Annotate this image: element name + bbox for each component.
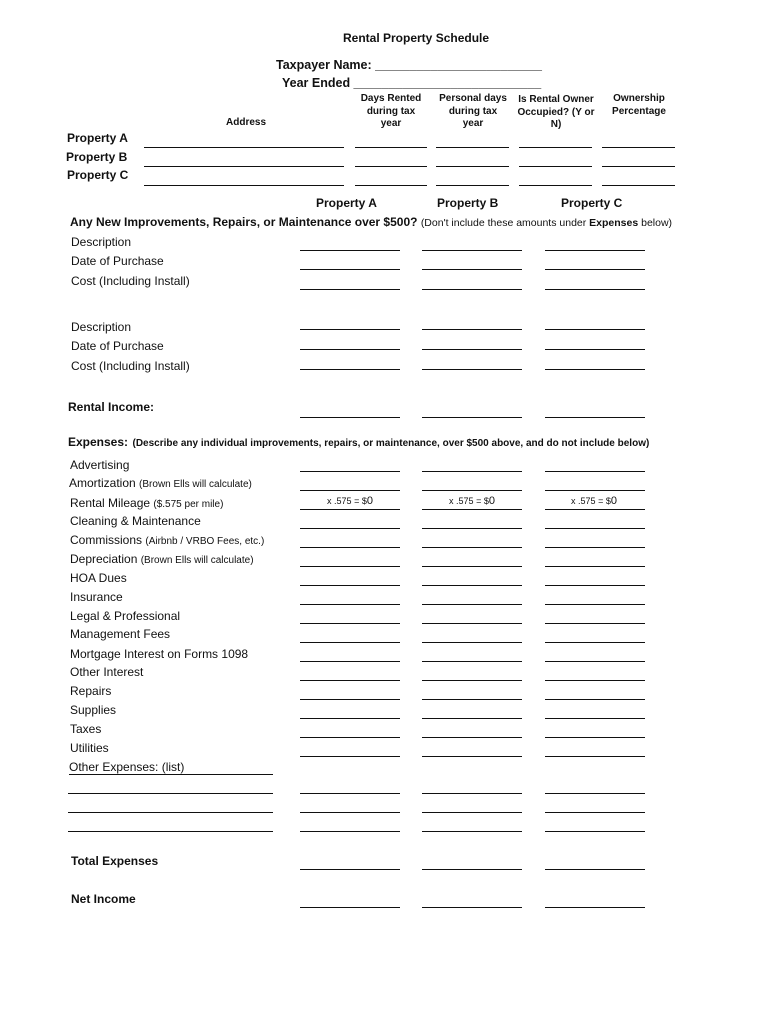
entry-line-property-a[interactable] (300, 471, 400, 472)
entry-line-property-a[interactable] (300, 490, 400, 491)
expenses-heading-note: (Describe any individual improvements, repairs, or maintenance, over $500 above, and do not include below) (132, 438, 650, 449)
expense-depreciation (70, 552, 254, 566)
improvements-heading-text: Any New Improvements, Repairs, or Maintenance over $500? (70, 215, 418, 229)
mileage-calc-value: 0 (610, 495, 617, 507)
entry-line-property-b[interactable] (422, 699, 522, 700)
entry-line-property-a[interactable] (300, 699, 400, 700)
expense-label: Management Fees (70, 627, 171, 641)
expense-rental-mileage (70, 496, 223, 510)
expense-taxes (70, 722, 101, 736)
expense-note: (Brown Ells will calculate) (139, 479, 252, 490)
entry-line-property-c[interactable] (545, 907, 645, 908)
entry-line-property-c[interactable] (545, 566, 645, 567)
other-expenses-underline (69, 774, 273, 775)
expense-other-interest (70, 665, 143, 679)
entry-line-property-b[interactable] (422, 250, 522, 251)
entry-line-property-c[interactable] (545, 831, 645, 832)
personal-days-header: Personal days during tax year (439, 93, 507, 129)
entry-line-property-b[interactable] (422, 869, 522, 870)
improvements-heading (70, 215, 672, 229)
entry-line-property-c[interactable] (545, 329, 645, 330)
entry-line-property-a[interactable] (300, 756, 400, 757)
expense-label: Advertising (70, 458, 130, 472)
ownership-pct-header: Ownership Percentage (612, 93, 666, 117)
entry-line-property-a[interactable] (300, 528, 400, 529)
mileage-calc-property-b (422, 495, 522, 507)
expense-label: Rental Mileage (70, 496, 151, 510)
property-b-address-line[interactable] (144, 166, 344, 167)
entry-line-property-b[interactable] (422, 604, 522, 605)
expense-label: Cleaning & Maintenance (70, 514, 201, 528)
entry-line-property-c[interactable] (545, 369, 645, 370)
column-header-property-c: Property C (561, 196, 623, 210)
mileage-calc-property-c (544, 495, 644, 507)
column-header-property-a: Property A (316, 196, 377, 210)
entry-line-property-b[interactable] (422, 471, 522, 472)
entry-line-property-b[interactable] (422, 831, 522, 832)
entry-line-property-a[interactable] (300, 269, 400, 270)
entry-line-property-a[interactable] (300, 623, 400, 624)
address-header: Address (226, 117, 267, 128)
entry-line-property-c[interactable] (545, 869, 645, 870)
entry-line-property-b[interactable] (422, 680, 522, 681)
entry-line-property-c[interactable] (545, 718, 645, 719)
expense-note: (Airbnb / VRBO Fees, etc.) (145, 536, 265, 547)
net-income-label: Net Income (71, 892, 136, 906)
entry-line-property-b[interactable] (422, 528, 522, 529)
description-label-2: Description (71, 320, 132, 334)
improvements-note-prefix: (Don't include these amounts under (420, 217, 590, 229)
expense-repairs (70, 684, 111, 698)
entry-line-property-c[interactable] (545, 509, 645, 510)
entry-line-property-c[interactable] (545, 623, 645, 624)
mileage-calc-prefix: x .575 = $ (571, 496, 611, 506)
expense-note: (Brown Ells will calculate) (140, 555, 254, 566)
other-expense-line-1[interactable] (68, 793, 273, 794)
entry-line-property-b[interactable] (422, 329, 522, 330)
cost-label-1: Cost (Including Install) (71, 274, 190, 288)
other-expense-line-3[interactable] (68, 831, 273, 832)
expense-label: HOA Dues (70, 571, 127, 585)
taxpayer-name-field[interactable]: Taxpayer Name: ________________________ (276, 58, 542, 72)
entry-line-property-a[interactable] (300, 289, 400, 290)
property-b-days-rented-line[interactable] (355, 166, 427, 167)
improvements-note-suffix: below) (638, 217, 673, 229)
entry-line-property-a[interactable] (300, 417, 400, 418)
entry-line-property-a[interactable] (300, 831, 400, 832)
entry-line-property-c[interactable] (545, 490, 645, 491)
expense-advertising (70, 458, 129, 472)
rental-income-label: Rental Income: (68, 400, 155, 414)
entry-line-property-b[interactable] (422, 623, 522, 624)
improvements-note (421, 217, 672, 229)
entry-line-property-c[interactable] (545, 289, 645, 290)
entry-line-property-a[interactable] (300, 642, 400, 643)
mileage-calc-value: 0 (488, 495, 495, 507)
mileage-calc-property-a (300, 495, 400, 507)
entry-line-property-b[interactable] (422, 661, 522, 662)
entry-line-property-c[interactable] (545, 642, 645, 643)
property-a-owner-occupied-line[interactable] (519, 147, 592, 148)
entry-line-property-b[interactable] (422, 490, 522, 491)
property-a-address-line[interactable] (144, 147, 344, 148)
entry-line-property-a[interactable] (300, 585, 400, 586)
entry-line-property-a[interactable] (300, 907, 400, 908)
entry-line-property-a[interactable] (300, 547, 400, 548)
property-b-owner-occupied-line[interactable] (519, 166, 592, 167)
entry-line-property-b[interactable] (422, 718, 522, 719)
year-ended-field[interactable]: Year Ended ___________________________ (282, 76, 542, 90)
entry-line-property-c[interactable] (545, 756, 645, 757)
entry-line-property-c[interactable] (545, 812, 645, 813)
expense-label: Legal & Professional (70, 609, 181, 623)
expense-supplies (70, 703, 116, 717)
description-label-1: Description (71, 235, 132, 249)
expense-commissions (70, 533, 264, 547)
entry-line-property-b[interactable] (422, 417, 522, 418)
expense-utilities (70, 741, 109, 755)
entry-line-property-b[interactable] (422, 349, 522, 350)
entry-line-property-c[interactable] (545, 737, 645, 738)
entry-line-property-b[interactable] (422, 737, 522, 738)
expense-label: Utilities (70, 741, 109, 755)
expense-note: ($.575 per mile) (153, 499, 224, 510)
page-title: Rental Property Schedule (343, 31, 490, 45)
entry-line-property-a[interactable] (300, 604, 400, 605)
entry-line-property-a[interactable] (300, 329, 400, 330)
entry-line-property-c[interactable] (545, 269, 645, 270)
entry-line-property-b[interactable] (422, 369, 522, 370)
entry-line-property-a[interactable] (300, 509, 400, 510)
other-expense-line-2[interactable] (68, 812, 273, 813)
entry-line-property-b[interactable] (422, 289, 522, 290)
entry-line-property-b[interactable] (422, 756, 522, 757)
entry-line-property-c[interactable] (545, 528, 645, 529)
entry-line-property-a[interactable] (300, 661, 400, 662)
column-header-property-b: Property B (437, 196, 499, 210)
date-of-purchase-label-1: Date of Purchase (71, 254, 164, 268)
entry-line-property-b[interactable] (422, 793, 522, 794)
entry-line-property-a[interactable] (300, 718, 400, 719)
property-b-personal-days-line[interactable] (436, 166, 509, 167)
entry-line-property-a[interactable] (300, 566, 400, 567)
entry-line-property-c[interactable] (545, 471, 645, 472)
expense-label: Supplies (70, 703, 117, 717)
entry-line-property-b[interactable] (422, 812, 522, 813)
expense-cleaning (70, 514, 201, 528)
entry-line-property-a[interactable] (300, 869, 400, 870)
entry-line-property-c[interactable] (545, 604, 645, 605)
improvements-note-bold: Expenses (589, 217, 639, 229)
expense-mortgage-interest (70, 647, 248, 661)
property-c-address-line[interactable] (144, 185, 344, 186)
property-c-ownership-line[interactable] (602, 185, 675, 186)
mileage-calc-prefix: x .575 = $ (327, 496, 367, 506)
entry-line-property-b[interactable] (422, 907, 522, 908)
entry-line-property-a[interactable] (300, 680, 400, 681)
property-c-days-rented-line[interactable] (355, 185, 427, 186)
entry-line-property-b[interactable] (422, 509, 522, 510)
expense-label: Taxes (70, 722, 102, 736)
expense-label: Mortgage Interest on Forms 1098 (70, 647, 249, 661)
total-expenses-label: Total Expenses (71, 854, 159, 868)
entry-line-property-a[interactable] (300, 812, 400, 813)
entry-line-property-b[interactable] (422, 547, 522, 548)
property-a-personal-days-line[interactable] (436, 147, 509, 148)
expense-label: Other Interest (70, 665, 144, 679)
expense-label: Commissions (70, 533, 143, 547)
expense-amortization (69, 476, 252, 490)
entry-line-property-c[interactable] (545, 699, 645, 700)
expense-label: Amortization (69, 476, 136, 490)
property-b-label: Property B (66, 150, 128, 164)
entry-line-property-b[interactable] (422, 566, 522, 567)
entry-line-property-b[interactable] (422, 269, 522, 270)
entry-line-property-c[interactable] (545, 793, 645, 794)
entry-line-property-c[interactable] (545, 349, 645, 350)
property-a-label: Property A (67, 131, 128, 145)
days-rented-header: Days Rented during tax year (360, 93, 422, 129)
property-b-ownership-line[interactable] (602, 166, 675, 167)
property-a-days-rented-line[interactable] (355, 147, 427, 148)
expenses-heading (68, 433, 649, 451)
property-a-ownership-line[interactable] (602, 147, 675, 148)
expenses-heading-label: Expenses: (68, 435, 129, 449)
mileage-calc-prefix: x .575 = $ (449, 496, 489, 506)
entry-line-property-a[interactable] (300, 737, 400, 738)
cost-label-2: Cost (Including Install) (71, 359, 190, 373)
entry-line-property-b[interactable] (422, 642, 522, 643)
entry-line-property-c[interactable] (545, 585, 645, 586)
expense-hoa-dues (70, 571, 127, 585)
owner-occupied-header: Is Rental Owner Occupied? (Y or N) (517, 94, 595, 130)
entry-line-property-a[interactable] (300, 793, 400, 794)
entry-line-property-c[interactable] (545, 680, 645, 681)
entry-line-property-a[interactable] (300, 369, 400, 370)
entry-line-property-b[interactable] (422, 585, 522, 586)
expense-label: Repairs (70, 684, 112, 698)
entry-line-property-a[interactable] (300, 250, 400, 251)
property-c-owner-occupied-line[interactable] (519, 185, 592, 186)
expense-label: Insurance (70, 590, 123, 604)
entry-line-property-c[interactable] (545, 547, 645, 548)
expense-label: Depreciation (70, 552, 138, 566)
date-of-purchase-label-2: Date of Purchase (71, 339, 164, 353)
entry-line-property-c[interactable] (545, 417, 645, 418)
mileage-calc-value: 0 (366, 495, 373, 507)
expense-legal (70, 609, 180, 623)
entry-line-property-c[interactable] (545, 250, 645, 251)
property-c-personal-days-line[interactable] (436, 185, 509, 186)
property-c-label: Property C (67, 168, 129, 182)
expense-management (70, 627, 170, 641)
entry-line-property-a[interactable] (300, 349, 400, 350)
expense-insurance (70, 590, 123, 604)
other-expenses-label: Other Expenses: (list) (69, 760, 185, 774)
entry-line-property-c[interactable] (545, 661, 645, 662)
